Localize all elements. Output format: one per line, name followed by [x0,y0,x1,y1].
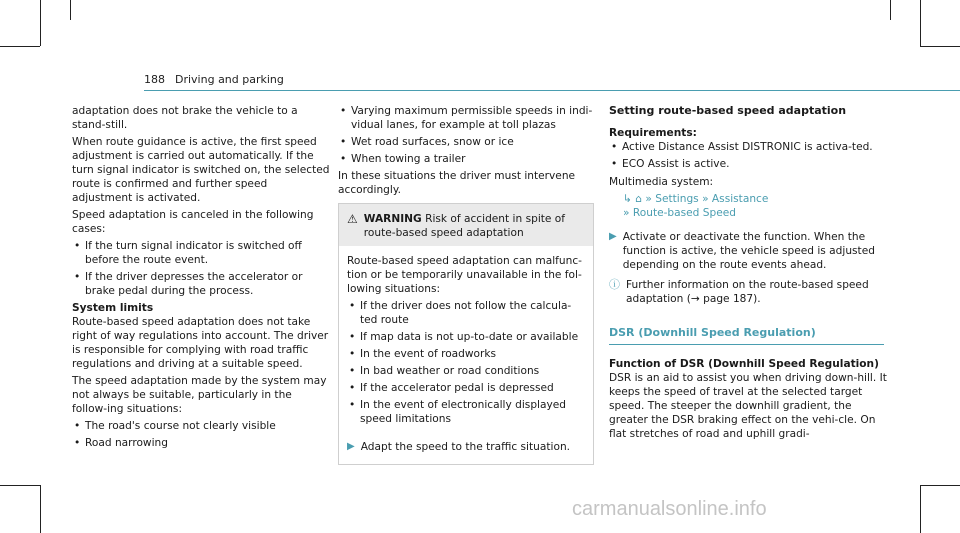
list-item: • The road's course not clearly visible [72,419,330,433]
crop-mark [920,485,921,533]
warning-box [338,203,594,465]
list-item: • If map data is not up-to-date or available [347,330,585,344]
action-step [347,440,585,454]
paragraph: adaptation does not brake the vehicle to a stand-still. [72,105,298,131]
crop-mark [920,0,921,46]
list-item: • Active Distance Assist DISTRONIC is activa-ted. [609,140,891,154]
crop-mark [40,485,41,533]
action-arrow-icon: ▶ [347,441,355,452]
info-icon: ⓘ [609,278,620,291]
crop-mark [0,46,40,47]
page-number: 188 [144,73,165,86]
crop-mark [920,46,960,47]
paragraph: DSR is an aid to assist you when driving down-hill. It keeps the speed of travel at the selected target speed. The steeper the downhill gradient, the greater the DSR braking effect on the vehi-cle. On flat stretches of road and uphill gradi- [609,372,887,440]
path-assistance: Assistance [711,193,769,205]
page-header [144,73,284,87]
warning-title: Risk of accident in spite of route-based speed adaptation [363,213,566,239]
info-note [609,278,891,306]
paragraph: Route-based speed adaptation does not take right of way regulations into account. The driver is responsible for complying with road traffic regulations and driving at a suitable speed. [72,316,329,370]
crop-mark [920,485,960,486]
situations-list [338,104,594,166]
paragraph: When route guidance is active, the first speed adjustment is carried out automatically. If the turn signal indicator is switched on, the selected route is confirmed and further speed adjustment is activated. [72,136,330,204]
menu-arrow-icon: ↳ [623,193,632,205]
list-item: • Wet road surfaces, snow or ice [338,135,594,149]
header-divider [144,90,960,91]
subheading: System limits [72,302,154,314]
list-item: • If the driver depresses the accelerator or brake pedal during the process. [72,270,330,298]
list-item: • If the turn signal indicator is switched off before the route event. [72,239,330,267]
list-item: • If the driver does not follow the calcula-ted route [347,299,585,327]
requirements-list [609,140,891,171]
crop-mark [0,485,40,486]
list-item: • In the event of roadworks [347,347,585,361]
menu-path [609,192,891,220]
list-item: • In bad weather or road conditions [347,364,585,378]
warning-body [339,246,593,464]
info-text: Further information on the route-based speed adaptation (→ page 187). [626,279,869,305]
dsr-divider [609,344,884,345]
dsr-heading: DSR (Downhill Speed Regulation) [609,326,816,339]
list-item: • ECO Assist is active. [609,157,891,171]
limits-list [72,419,330,450]
path-settings: Settings [655,193,699,205]
home-icon: ⌂ [635,193,642,205]
warning-label: WARNING [363,213,422,225]
requirements-title: Requirements: [609,127,697,139]
chevron-icon: » [702,193,709,205]
activate-step [609,230,891,272]
crop-mark [70,0,71,20]
watermark: carmanualsonline.info [572,498,767,520]
column-3 [609,104,891,444]
function-title: Function of DSR (Downhill Speed Regulation) [609,358,879,370]
paragraph: Speed adaptation is canceled in the following cases: [72,209,314,235]
list-item: • Varying maximum permissible speeds in indi-vidual lanes, for example at toll plazas [338,104,594,132]
paragraph: In these situations the driver must intervene accordingly. [338,170,576,196]
chevron-icon: » [645,193,652,205]
warning-icon: ⚠ [347,212,358,226]
crop-mark [40,0,41,46]
list-item: • Road narrowing [72,436,330,450]
warning-header [339,204,593,246]
column-1 [72,104,330,453]
section-title: Driving and parking [175,73,284,86]
setting-heading: Setting route-based speed adaptation [609,104,847,117]
chevron-icon: » [623,207,630,219]
step-arrow-icon: ▶ [609,231,617,242]
step-text: Activate or deactivate the function. When the function is active, the vehicle speed is adjusted depending on the route events ahead. [622,231,875,271]
paragraph: Route-based speed adaptation can malfunc-tion or be temporarily unavailable in the fol-lowing situations: [347,255,582,295]
action-text: Adapt the speed to the traffic situation. [360,441,571,453]
malfunction-list [347,299,585,426]
column-2 [338,104,594,465]
cancel-list [72,239,330,298]
list-item: • When towing a trailer [338,152,594,166]
list-item: • If the accelerator pedal is depressed [347,381,585,395]
paragraph: The speed adaptation made by the system may not always be suitable, particularly in the follow-ing situations: [72,375,327,415]
paragraph: Multimedia system: [609,176,714,188]
crop-mark [890,0,891,20]
list-item: • In the event of electronically displayed speed limitations [347,398,585,426]
path-route: Route-based Speed [632,207,736,219]
